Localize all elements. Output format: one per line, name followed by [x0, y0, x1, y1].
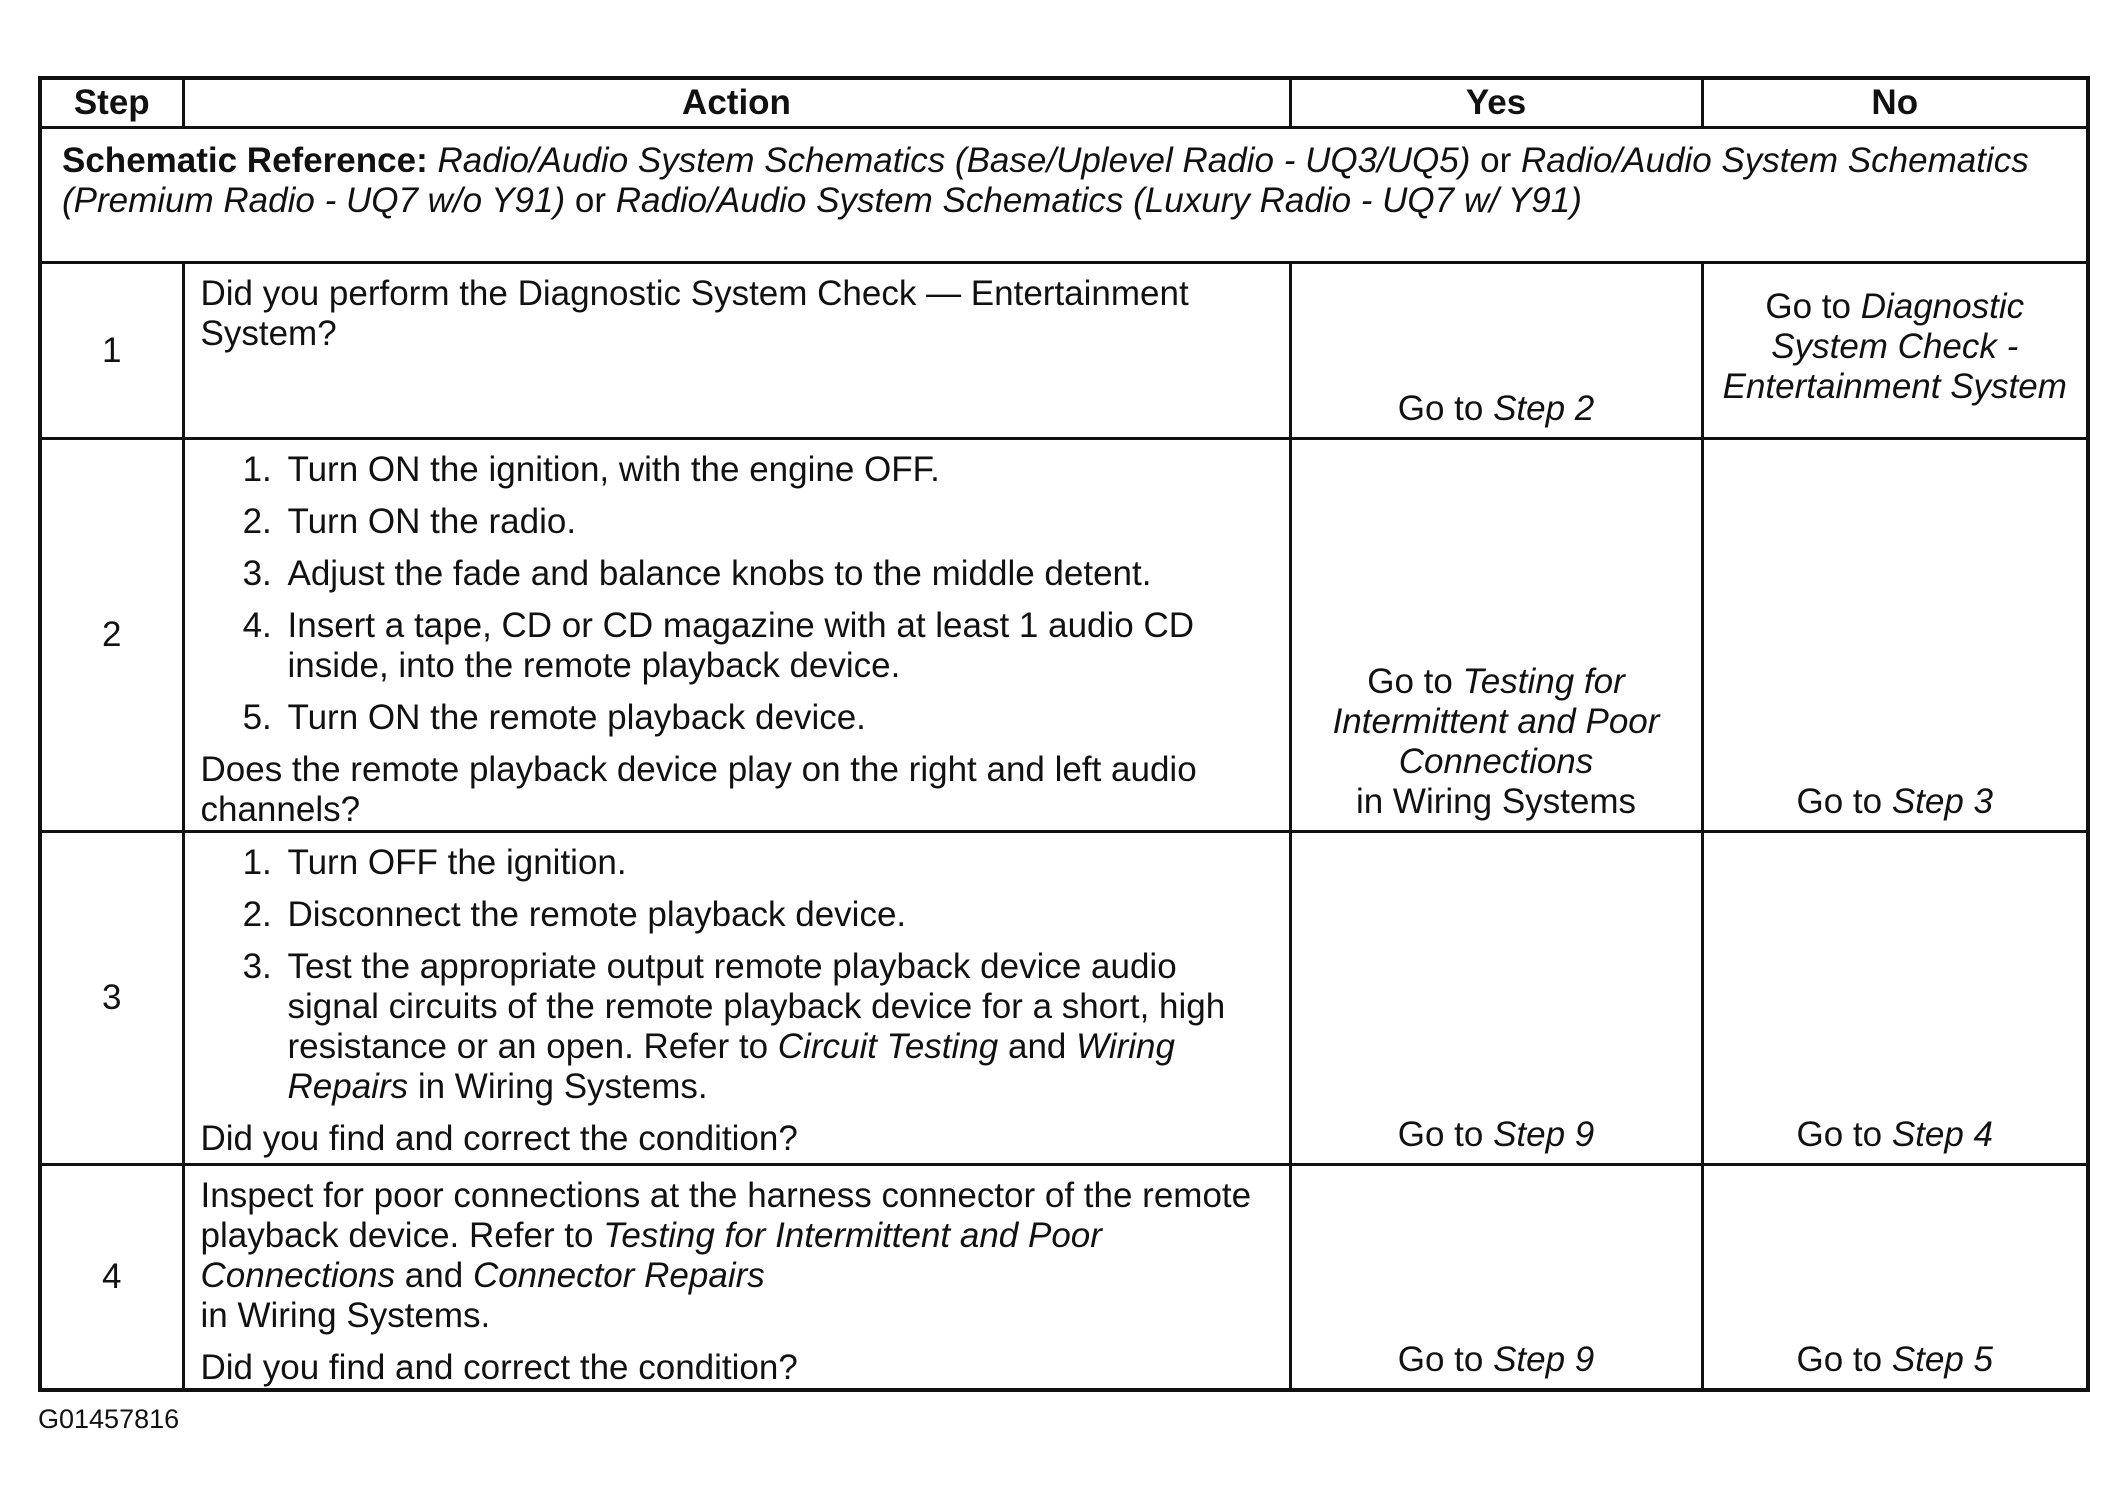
result-prefix: Go to — [1397, 389, 1494, 428]
step-action — [183, 832, 1290, 1165]
circuit-testing-link[interactable]: Circuit Testing — [777, 1027, 999, 1066]
header-action: Action — [183, 78, 1290, 128]
yes-result — [1290, 1165, 1702, 1391]
header-row — [40, 78, 2088, 128]
result-prefix: Go to — [1765, 286, 1861, 326]
table-row — [40, 439, 2088, 832]
yes-result — [1290, 832, 1702, 1165]
step-number: 4 — [40, 1165, 183, 1391]
schematic-reference — [40, 128, 2088, 263]
item-text: and — [998, 1027, 1077, 1066]
testing-link[interactable]: Testing for Intermittent and Poor Connections — [200, 1216, 1102, 1295]
step-action — [183, 439, 1290, 832]
yes-result — [1290, 439, 1702, 832]
no-result — [1702, 832, 2088, 1165]
no-link[interactable]: Step 3 — [1891, 782, 1994, 821]
reference-link-2[interactable]: Radio/Audio System Schematics (Premium Radio - UQ7 w/o Y91) — [62, 141, 2029, 220]
table-row — [40, 1165, 2088, 1391]
step-number: 2 — [40, 439, 183, 832]
reference-or: or — [565, 181, 616, 220]
yes-link[interactable]: Step 2 — [1493, 389, 1595, 428]
step-number: 1 — [40, 263, 183, 439]
yes-link[interactable]: Step 9 — [1493, 1340, 1595, 1379]
step-text-part: and — [395, 1256, 473, 1295]
step-list — [201, 450, 1273, 738]
list-item: 2. Disconnect the remote playback device. — [282, 895, 1273, 935]
yes-result — [1290, 263, 1702, 439]
step-question: Does the remote playback device play on the right and left audio channels? — [200, 750, 1197, 829]
no-link[interactable]: Diagnostic System Check - Entertainment System — [1722, 286, 2067, 406]
step-text-part: Inspect for poor connections at the harness connector of the remote playback device. Refer to — [200, 1176, 1252, 1255]
result-prefix: Go to — [1796, 1115, 1892, 1154]
no-result — [1702, 439, 2088, 832]
header-step: Step — [40, 78, 183, 128]
list-item: 4. Insert a tape, CD or CD magazine with at least 1 audio CD inside, into the remote playback device. — [282, 606, 1273, 686]
step-list — [201, 843, 1273, 1107]
item-text: in Wiring Systems. — [408, 1067, 708, 1106]
no-link[interactable]: Step 4 — [1891, 1115, 1994, 1154]
diagnostic-table — [38, 76, 2090, 1392]
result-suffix: in Wiring Systems — [1355, 782, 1637, 821]
list-item: 1. Turn OFF the ignition. — [282, 843, 1273, 883]
wiring-repairs-link[interactable]: Wiring Repairs — [287, 1027, 1175, 1106]
no-result — [1702, 1165, 2088, 1391]
result-prefix: Go to — [1397, 1340, 1494, 1379]
yes-link[interactable]: Testing for Intermittent and Poor Connections — [1332, 662, 1660, 781]
reference-label: Schematic Reference: — [62, 141, 428, 180]
figure-code: G01457816 — [38, 1404, 180, 1434]
connector-repairs-link[interactable]: Connector Repairs — [472, 1256, 765, 1295]
list-item — [282, 947, 1273, 1107]
header-no: No — [1702, 78, 2088, 128]
reference-link-3[interactable]: Radio/Audio System Schematics (Luxury Radio - UQ7 w/ Y91) — [615, 181, 1582, 220]
step-question: Did you find and correct the condition? — [200, 1119, 798, 1158]
reference-row — [40, 128, 2088, 263]
step-question: Did you perform the Diagnostic System Check — Entertainment System? — [200, 274, 1189, 353]
result-prefix: Go to — [1796, 1340, 1892, 1379]
step-text-part: in Wiring Systems. — [200, 1296, 491, 1335]
yes-link[interactable]: Step 9 — [1493, 1115, 1595, 1154]
result-prefix: Go to — [1796, 782, 1892, 821]
reference-or: or — [1470, 141, 1521, 180]
item-text: Test the appropriate output remote playback device audio signal circuits of the remote playback device for a short, high resistance or an open. Refer to — [287, 947, 1226, 1066]
step-number: 3 — [40, 832, 183, 1165]
list-item: 1. Turn ON the ignition, with the engine OFF. — [282, 450, 1273, 490]
no-link[interactable]: Step 5 — [1891, 1340, 1994, 1379]
result-prefix: Go to — [1397, 1115, 1494, 1154]
step-action — [183, 1165, 1290, 1391]
list-item: 2. Turn ON the radio. — [282, 502, 1273, 542]
header-yes: Yes — [1290, 78, 1702, 128]
no-result — [1702, 263, 2088, 439]
reference-link-1[interactable]: Radio/Audio System Schematics (Base/Uplevel Radio - UQ3/UQ5) — [437, 141, 1471, 180]
list-item: 3. Adjust the fade and balance knobs to the middle detent. — [282, 554, 1273, 594]
result-prefix: Go to — [1367, 662, 1463, 701]
table-row — [40, 832, 2088, 1165]
step-text — [201, 1176, 1273, 1336]
table-row — [40, 263, 2088, 439]
step-question: Did you find and correct the condition? — [200, 1348, 798, 1387]
list-item: 5. Turn ON the remote playback device. — [282, 698, 1273, 738]
step-action — [183, 263, 1290, 439]
